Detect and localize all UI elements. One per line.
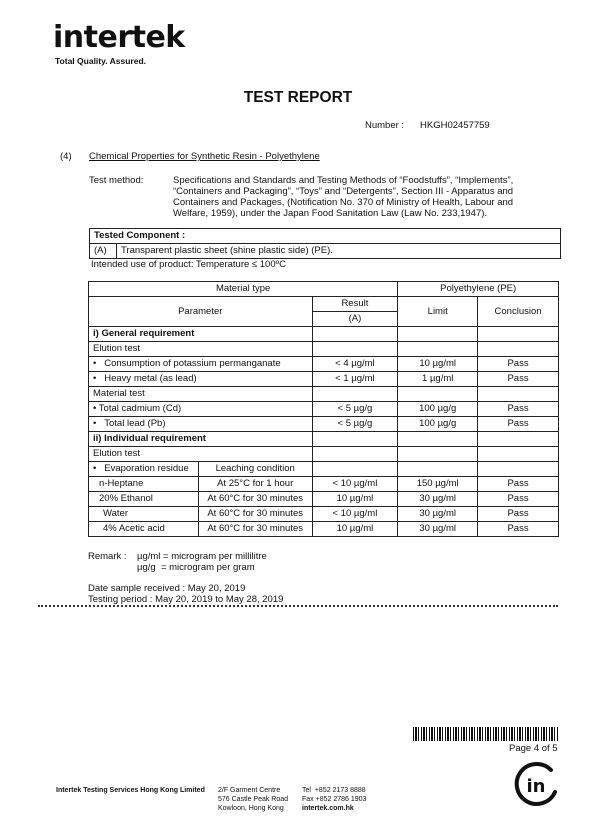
limit-value: 100 µg/g: [398, 402, 478, 417]
logo-tagline: Total Quality. Assured.: [55, 56, 146, 66]
limit-value: 30 µg/ml: [398, 522, 478, 537]
remark-line: µg/g = microgram per gram: [137, 562, 255, 573]
param-name: Consumption of potassium permanganate: [104, 358, 281, 369]
footer-contact: [302, 786, 366, 813]
conclusion-value: Pass: [478, 522, 559, 537]
evaporation-residue-label: Evaporation residue: [104, 463, 189, 474]
date-received: Date sample received : May 20, 2019: [88, 583, 246, 594]
remark-line: µg/ml = microgram per millilitre: [137, 551, 267, 562]
conclusion-value: Pass: [478, 477, 559, 492]
test-method-line: Welfare, 1959), under the Japan Food Sanitation Law (Law No. 233,1947).: [173, 208, 488, 219]
test-method-text: [173, 175, 533, 219]
test-method-label: Test method:: [89, 175, 144, 186]
leaching-condition: At 60°C for 30 minutes: [198, 507, 312, 522]
dotted-divider: [38, 605, 558, 607]
result-value: < 4 µg/ml: [312, 357, 398, 372]
bullet: •: [93, 403, 97, 414]
conclusion-value: Pass: [478, 357, 559, 372]
parameter-header: Parameter: [89, 297, 313, 327]
conclusion-value: Pass: [478, 507, 559, 522]
elution-test-label-2: Elution test: [89, 447, 313, 462]
result-value: 10 µg/ml: [312, 522, 398, 537]
footer-fax: Fax +852 2786 1903: [302, 796, 367, 803]
leaching-condition-header: Leaching condition: [198, 462, 312, 477]
address-line: Kowloon, Hong Kong: [218, 805, 284, 812]
conclusion-value: Pass: [478, 372, 559, 387]
intertek-in-logo-icon: [511, 760, 561, 810]
table-row: [89, 402, 559, 417]
table-row: [89, 357, 559, 372]
tested-component-table: [89, 228, 561, 259]
simulant-name: Water: [89, 507, 199, 522]
section-number: (4): [60, 151, 72, 162]
address-line: 576 Castle Peak Road: [218, 796, 289, 803]
material-type-value: Polyethylene (PE): [398, 282, 559, 297]
leaching-condition: At 60°C for 30 minutes: [198, 492, 312, 507]
limit-value: 100 µg/g: [398, 417, 478, 432]
table-row: [89, 417, 559, 432]
report-number-label: Number :: [365, 120, 405, 131]
bullet: •: [93, 373, 97, 384]
results-table: [88, 281, 559, 537]
result-value: 10 µg/ml: [312, 492, 398, 507]
footer-tel: Tel +852 2173 8888: [302, 787, 366, 794]
result-header: Result: [312, 297, 398, 312]
param-name: Heavy metal (as lead): [104, 373, 197, 384]
general-requirement-heading: i) General requirement: [89, 327, 313, 342]
section-title: Chemical Properties for Synthetic Resin - Polyethylene: [89, 151, 320, 162]
intertek-logo: intertek: [53, 20, 185, 55]
remark-label: Remark :: [88, 551, 127, 562]
intended-use: Intended use of product: Temperature ≤ 100ºC: [91, 259, 286, 270]
leaching-condition: At 60°C for 30 minutes: [198, 522, 312, 537]
component-code: (A): [90, 244, 117, 259]
address-line: 2/F Garment Centre: [218, 787, 281, 794]
table-row: [89, 477, 559, 492]
material-test-label: Material test: [89, 387, 313, 402]
conclusion-value: Pass: [478, 417, 559, 432]
table-row: [89, 372, 559, 387]
material-type-header: Material type: [89, 282, 398, 297]
simulant-name: 20% Ethanol: [89, 492, 199, 507]
table-row: [89, 507, 559, 522]
limit-value: 10 µg/ml: [398, 357, 478, 372]
footer-company: Intertek Testing Services Hong Kong Limited: [56, 787, 205, 794]
conclusion-value: Pass: [478, 402, 559, 417]
footer-web: intertek.com.hk: [302, 805, 354, 812]
report-title: TEST REPORT: [243, 89, 353, 106]
bullet: •: [93, 358, 97, 369]
result-value: < 10 µg/ml: [312, 477, 398, 492]
individual-requirement-heading: ii) Individual requirement: [89, 432, 313, 447]
page-number: Page 4 of 5: [509, 743, 558, 754]
test-method-line: “Containers and Packaging”, “Toys” and “Detergents”, Section III - Apparatus and: [173, 186, 514, 197]
limit-value: 1 µg/ml: [398, 372, 478, 387]
param-name: Total cadmium (Cd): [98, 403, 182, 414]
leaching-condition: At 25°C for 1 hour: [198, 477, 312, 492]
result-value: < 5 µg/g: [312, 417, 398, 432]
table-row: [89, 522, 559, 537]
elution-test-label: Elution test: [89, 342, 313, 357]
result-value: < 10 µg/ml: [312, 507, 398, 522]
test-method-line: Specifications and Standards and Testing Methods of “Foodstuffs”, “Implements”,: [173, 175, 514, 186]
limit-value: 30 µg/ml: [398, 507, 478, 522]
simulant-name: n-Heptane: [89, 477, 199, 492]
bullet: •: [93, 463, 97, 474]
test-method-line: Containers and Packages, (Notification No. 370 of Ministry of Health, Labour and: [173, 197, 514, 208]
logo-glyph: in: [526, 776, 546, 797]
report-number: HKGH02457759: [420, 120, 490, 131]
limit-value: 30 µg/ml: [398, 492, 478, 507]
testing-period: Testing period : May 20, 2019 to May 28, 2019: [88, 594, 284, 605]
result-value: < 1 µg/ml: [312, 372, 398, 387]
table-row: [89, 492, 559, 507]
limit-header: Limit: [398, 297, 478, 327]
limit-value: 150 µg/ml: [398, 477, 478, 492]
param-name: Total lead (Pb): [104, 418, 166, 429]
component-description: Transparent plastic sheet (shine plastic side) (PE).: [117, 244, 561, 259]
conclusion-header: Conclusion: [478, 297, 559, 327]
bullet: •: [93, 418, 97, 429]
simulant-name: 4% Acetic acid: [89, 522, 199, 537]
footer-address: [218, 786, 288, 813]
barcode: [413, 727, 559, 741]
conclusion-value: Pass: [478, 492, 559, 507]
result-sub-header: (A): [312, 312, 398, 327]
tested-component-heading: Tested Component :: [90, 229, 561, 244]
result-value: < 5 µg/g: [312, 402, 398, 417]
